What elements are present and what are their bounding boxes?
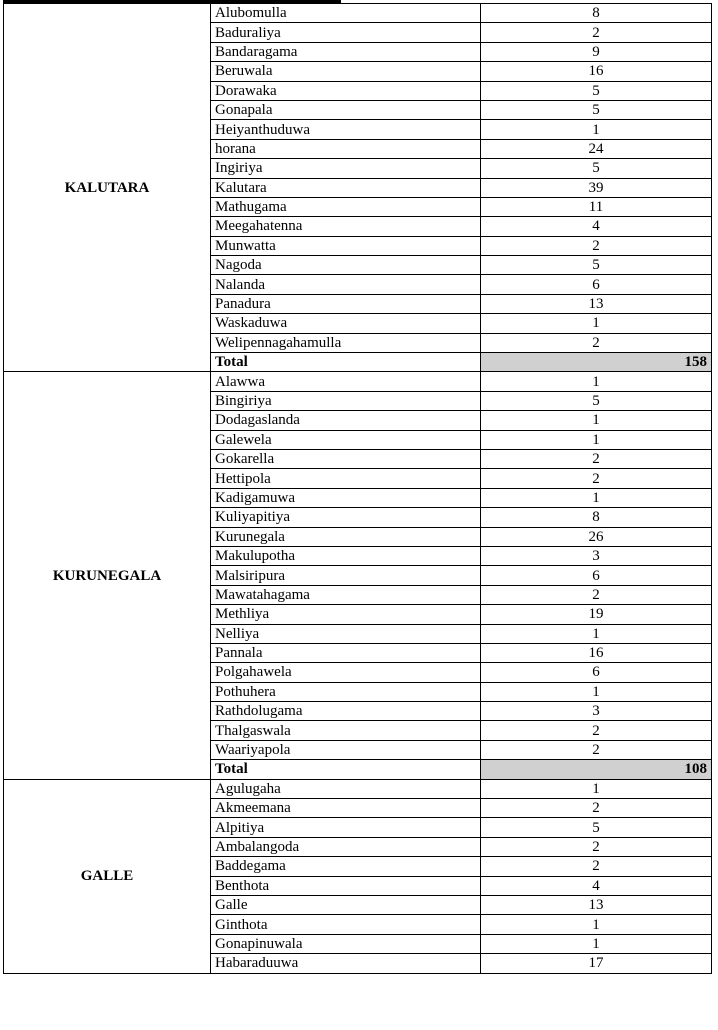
division-count: 1 — [481, 682, 712, 701]
division-name: Akmeemana — [211, 799, 481, 818]
division-name: Alawwa — [211, 372, 481, 391]
division-count: 26 — [481, 527, 712, 546]
division-count: 1 — [481, 779, 712, 798]
division-count: 4 — [481, 876, 712, 895]
district-division-table — [3, 3, 712, 974]
division-count: 3 — [481, 546, 712, 565]
division-count: 5 — [481, 159, 712, 178]
division-count: 8 — [481, 508, 712, 527]
division-count: 1 — [481, 934, 712, 953]
division-name: Ambalangoda — [211, 837, 481, 856]
division-count: 9 — [481, 42, 712, 61]
table-row — [4, 779, 712, 798]
division-count: 16 — [481, 62, 712, 81]
total-label: Total — [211, 353, 481, 372]
division-count: 16 — [481, 643, 712, 662]
table-row — [4, 4, 712, 23]
division-count: 5 — [481, 100, 712, 119]
division-count: 19 — [481, 605, 712, 624]
division-name: Bandaragama — [211, 42, 481, 61]
division-name: Nagoda — [211, 256, 481, 275]
division-count: 2 — [481, 585, 712, 604]
division-name: Pannala — [211, 643, 481, 662]
division-name: Meegahatenna — [211, 217, 481, 236]
division-name: Heiyanthuduwa — [211, 120, 481, 139]
district-name: GALLE — [4, 779, 211, 973]
division-count: 2 — [481, 857, 712, 876]
division-count: 1 — [481, 624, 712, 643]
division-count: 1 — [481, 314, 712, 333]
division-count: 1 — [481, 411, 712, 430]
table-body — [4, 4, 712, 974]
division-name: Benthota — [211, 876, 481, 895]
division-name: Malsiripura — [211, 566, 481, 585]
division-count: 5 — [481, 818, 712, 837]
division-count: 5 — [481, 81, 712, 100]
division-name: Baduraliya — [211, 23, 481, 42]
division-count: 5 — [481, 391, 712, 410]
division-count: 1 — [481, 120, 712, 139]
district-name: KALUTARA — [4, 4, 211, 372]
division-name: Gonapinuwala — [211, 934, 481, 953]
division-name: Kuliyapitiya — [211, 508, 481, 527]
division-name: Ginthota — [211, 915, 481, 934]
division-name: Galle — [211, 895, 481, 914]
division-name: Habaraduuwa — [211, 954, 481, 973]
division-name: Beruwala — [211, 62, 481, 81]
division-count: 1 — [481, 488, 712, 507]
division-count: 39 — [481, 178, 712, 197]
division-count: 24 — [481, 139, 712, 158]
division-count: 1 — [481, 430, 712, 449]
division-name: Nalanda — [211, 275, 481, 294]
division-name: Methliya — [211, 605, 481, 624]
division-count: 8 — [481, 4, 712, 23]
division-name: Waariyapola — [211, 740, 481, 759]
division-count: 17 — [481, 954, 712, 973]
division-count: 2 — [481, 837, 712, 856]
division-count: 2 — [481, 236, 712, 255]
division-count: 2 — [481, 799, 712, 818]
division-name: Nelliya — [211, 624, 481, 643]
division-name: horana — [211, 139, 481, 158]
division-count: 1 — [481, 372, 712, 391]
division-name: Panadura — [211, 294, 481, 313]
division-name: Dorawaka — [211, 81, 481, 100]
division-name: Gokarella — [211, 449, 481, 468]
division-name: Dodagaslanda — [211, 411, 481, 430]
division-name: Hettipola — [211, 469, 481, 488]
division-count: 3 — [481, 702, 712, 721]
division-name: Alpitiya — [211, 818, 481, 837]
division-name: Kalutara — [211, 178, 481, 197]
division-name: Galewela — [211, 430, 481, 449]
division-name: Welipennagahamulla — [211, 333, 481, 352]
division-count: 11 — [481, 197, 712, 216]
district-name: KURUNEGALA — [4, 372, 211, 779]
division-count: 2 — [481, 740, 712, 759]
division-count: 13 — [481, 895, 712, 914]
table-row — [4, 372, 712, 391]
division-name: Ingiriya — [211, 159, 481, 178]
division-count: 2 — [481, 721, 712, 740]
division-count: 2 — [481, 449, 712, 468]
division-count: 6 — [481, 275, 712, 294]
division-name: Gonapala — [211, 100, 481, 119]
division-name: Pothuhera — [211, 682, 481, 701]
division-name: Waskaduwa — [211, 314, 481, 333]
division-name: Mathugama — [211, 197, 481, 216]
division-name: Baddegama — [211, 857, 481, 876]
division-count: 2 — [481, 333, 712, 352]
total-label: Total — [211, 760, 481, 779]
total-value: 158 — [481, 353, 712, 372]
division-count: 6 — [481, 663, 712, 682]
division-name: Bingiriya — [211, 391, 481, 410]
division-name: Rathdolugama — [211, 702, 481, 721]
division-name: Kadigamuwa — [211, 488, 481, 507]
division-count: 4 — [481, 217, 712, 236]
division-name: Kurunegala — [211, 527, 481, 546]
division-count: 2 — [481, 23, 712, 42]
division-name: Agulugaha — [211, 779, 481, 798]
division-name: Makulupotha — [211, 546, 481, 565]
division-count: 1 — [481, 915, 712, 934]
division-count: 2 — [481, 469, 712, 488]
division-count: 5 — [481, 256, 712, 275]
division-name: Polgahawela — [211, 663, 481, 682]
division-name: Munwatta — [211, 236, 481, 255]
division-name: Mawatahagama — [211, 585, 481, 604]
division-name: Thalgaswala — [211, 721, 481, 740]
division-count: 13 — [481, 294, 712, 313]
division-name: Alubomulla — [211, 4, 481, 23]
total-value: 108 — [481, 760, 712, 779]
division-count: 6 — [481, 566, 712, 585]
